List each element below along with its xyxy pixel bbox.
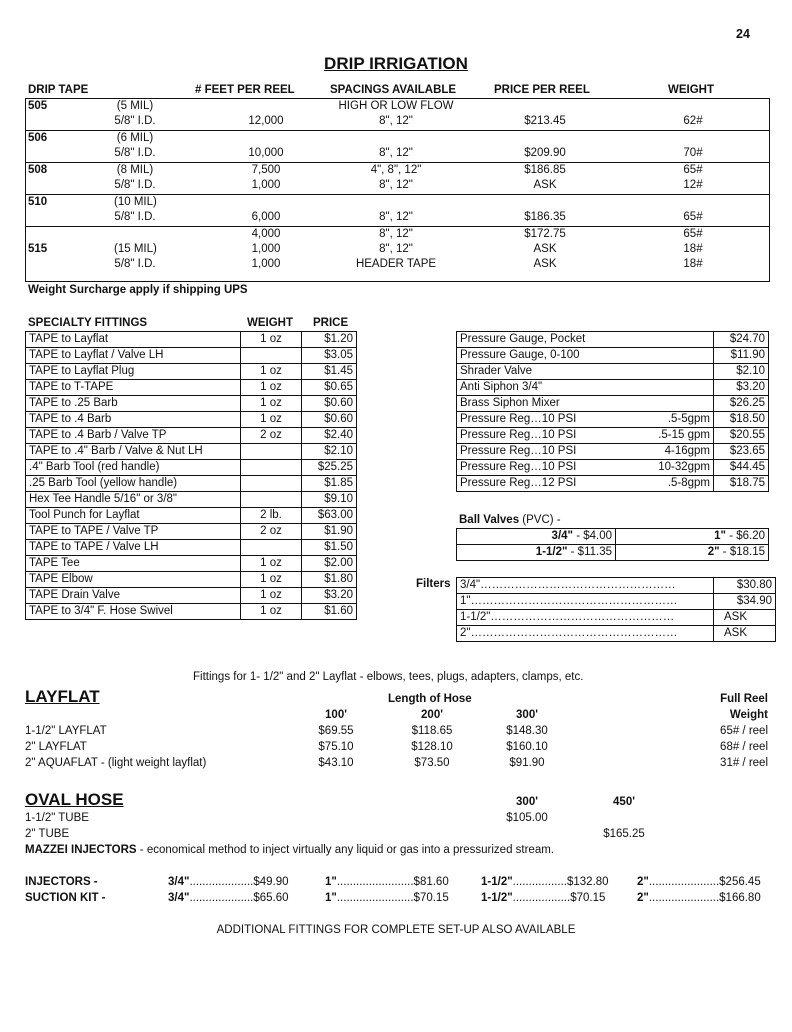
fitting-weight [241,492,302,508]
ball-valves-label [459,514,561,526]
filter-size: 2"……………………………………………… [457,626,714,642]
gauge-name: Pressure Reg…10 PSI [460,445,577,457]
fitting-price: $1.20 [302,332,357,348]
mazzei-line [25,844,554,856]
col-100: 100' [325,709,347,721]
layflat-price: $43.10 [318,757,354,769]
drip-tape-feet: 6,000 [251,211,281,223]
gauge-price: $26.25 [714,396,769,412]
gauge-flow: .5-8gpm [667,477,710,489]
fitting-weight [241,348,302,364]
drip-tape-spacing: 8", 12" [379,179,413,191]
gauge-name: Shrader Valve [460,365,533,377]
injector-price: $81.60 [413,876,449,888]
injector-price: $70.15 [413,892,449,904]
injector-item [168,892,289,904]
drip-tape-id: 5/8" I.D. [114,211,156,223]
injector-leader: .................... [189,892,254,904]
ball-valves-suffix: (PVC) - [519,514,561,526]
ball-valves-title: Ball Valves [459,514,520,526]
fitting-weight [241,540,302,556]
specialty-fittings-table [25,331,357,620]
gauge-name: Pressure Gauge, 0-100 [460,349,580,361]
gauge-name: Brass Siphon Mixer [460,397,560,409]
fitting-row [26,540,357,556]
injector-price: $166.80 [719,892,761,904]
fitting-row [26,412,357,428]
drip-tape-spacing: 8", 12" [379,147,413,159]
filters-table [456,577,776,642]
gauge-row [457,348,769,364]
ball-valve-cell [616,529,769,545]
drip-tape-code: 508 [28,164,48,176]
drip-tape-mil: (15 MIL) [114,243,157,255]
injector-leader: .................. [512,892,571,904]
injector-price: $70.15 [570,892,606,904]
ball-valve-row [457,545,769,561]
injector-leader: .................... [189,876,254,888]
layflat-price: $91.90 [509,757,545,769]
gauge-name: Pressure Gauge, Pocket [460,333,586,345]
header-specialty-fittings: SPECIALTY FITTINGS [28,317,148,329]
drip-tape-mil: (10 MIL) [114,196,157,208]
injector-price: $49.90 [253,876,289,888]
fitting-weight [241,460,302,476]
drip-tape-weight: 62# [683,115,703,127]
drip-tape-price: ASK [533,258,557,270]
gauge-row [457,396,769,412]
gauge-row [457,380,769,396]
page-title: DRIP IRRIGATION [324,54,468,73]
oval-hose-title: OVAL HOSE [25,790,124,809]
drip-tape-row [26,227,769,281]
fitting-row [26,556,357,572]
injector-leader: ........................ [336,892,414,904]
gauge-row [457,364,769,380]
fitting-price: $2.10 [302,444,357,460]
drip-tape-id: 5/8" I.D. [114,147,156,159]
mazzei-label: MAZZEI INJECTORS [25,844,137,856]
drip-tape-feet: 1,000 [251,179,281,191]
injector-size: 2" [637,876,649,888]
gauge-price: $23.65 [714,444,769,460]
fitting-price: $2.40 [302,428,357,444]
filters-label: Filters [416,578,451,590]
fitting-price: $1.85 [302,476,357,492]
fitting-weight [241,444,302,460]
col-200: 200' [421,709,443,721]
filter-price: ASK [714,626,776,642]
layflat-price: $69.55 [318,725,354,737]
fitting-weight: 1 oz [241,572,302,588]
fitting-name: TAPE Tee [26,556,241,572]
gauge-name: Pressure Reg…10 PSI [460,461,577,473]
fitting-weight: 1 oz [241,396,302,412]
drip-tape-weight: 70# [683,147,703,159]
header-price-per-reel: PRICE PER REEL [494,84,590,96]
fitting-price: $3.05 [302,348,357,364]
fitting-name: .25 Barb Tool (yellow handle) [26,476,241,492]
filter-size: 3/4"…………………………………………… [457,578,714,594]
layflat-price: $73.50 [414,757,450,769]
filter-row [457,610,776,626]
filter-size: 1"……………………………………………… [457,594,714,610]
gauge-price: $3.20 [714,380,769,396]
fitting-weight: 1 oz [241,380,302,396]
fitting-price: $25.25 [302,460,357,476]
ball-valve-price: - $11.35 [567,546,612,558]
injector-leader: ...................... [648,892,720,904]
gauge-flow: .5-15 gpm [658,429,710,441]
fitting-name: TAPE to .4" Barb / Valve & Nut LH [26,444,241,460]
fitting-name: Hex Tee Handle 5/16" or 3/8" [26,492,241,508]
drip-tape-feet: 7,500 [251,164,281,176]
drip-tape-price: $213.45 [524,115,566,127]
filter-price: $34.90 [714,594,776,610]
oval-price-300: $105.00 [506,812,548,824]
gauge-name: Pressure Reg…10 PSI [460,429,577,441]
layflat-price: $75.10 [318,741,354,753]
layflat-item: 1-1/2" LAYFLAT [25,725,107,737]
fitting-row [26,364,357,380]
footer-note: ADDITIONAL FITTINGS FOR COMPLETE SET-UP ALSO AVAILABLE [216,924,576,936]
fitting-row [26,604,357,620]
gauge-price: $18.75 [714,476,769,492]
header-spacings: SPACINGS AVAILABLE [330,84,457,96]
drip-tape-code: 506 [28,132,48,144]
injector-price: $256.45 [719,876,761,888]
gauge-name-cell [457,412,714,428]
injector-size: 1-1/2" [481,876,513,888]
filter-size: 1-1/2"………………………………………… [457,610,714,626]
injector-size: 1" [325,892,337,904]
ball-valve-size: 3/4" [551,530,573,542]
injector-leader: ...................... [648,876,720,888]
drip-tape-weight: 18# [683,258,703,270]
ball-valve-cell [457,529,616,545]
drip-tape-price: $209.90 [524,147,566,159]
drip-tape-table [25,98,770,282]
gauge-price: $18.50 [714,412,769,428]
drip-tape-spacing: 8", 12" [379,228,413,240]
drip-tape-weight: 12# [683,179,703,191]
header-fitting-weight: WEIGHT [247,317,293,329]
fitting-name: TAPE to T-TAPE [26,380,241,396]
layflat-fittings-note: Fittings for 1- 1/2" and 2" Layflat - elbows, tees, plugs, adapters, clamps, etc. [193,671,584,683]
gauge-name: Pressure Reg…10 PSI [460,413,577,425]
fitting-price: $1.90 [302,524,357,540]
drip-tape-feet: 12,000 [248,115,284,127]
injector-price: $132.80 [567,876,609,888]
layflat-title: LAYFLAT [25,687,100,706]
fitting-price: $0.60 [302,396,357,412]
fitting-name: TAPE to Layflat [26,332,241,348]
drip-tape-code: 510 [28,196,48,208]
layflat-item: 2" LAYFLAT [25,741,87,753]
fitting-weight: 1 oz [241,604,302,620]
length-of-hose-header: Length of Hose [388,693,472,705]
ball-valve-cell [457,545,616,561]
filter-row [457,594,776,610]
oval-price-450: $165.25 [603,828,645,840]
gauge-row [457,412,769,428]
injector-size: 3/4" [168,876,190,888]
layflat-price: $160.10 [506,741,548,753]
drip-tape-price: $186.35 [524,211,566,223]
fitting-row [26,476,357,492]
col-300: 300' [516,709,538,721]
drip-tape-price: $172.75 [524,228,566,240]
header-weight: WEIGHT [668,84,714,96]
filter-row [457,578,776,594]
oval-col-450: 450' [613,796,635,808]
fitting-weight: 2 oz [241,428,302,444]
fitting-price: $1.80 [302,572,357,588]
gauge-name-cell [457,428,714,444]
layflat-price: $118.65 [411,725,453,737]
drip-tape-feet: 1,000 [251,258,281,270]
gauges-table [456,331,769,492]
fitting-name: TAPE to .4 Barb [26,412,241,428]
fitting-row [26,508,357,524]
header-drip-tape: DRIP TAPE [28,84,89,96]
drip-tape-spacing: 8", 12" [379,115,413,127]
injector-size: 1" [325,876,337,888]
drip-tape-row [26,195,769,227]
fitting-price: $1.50 [302,540,357,556]
drip-tape-spacing: 8", 12" [379,211,413,223]
filter-row [457,626,776,642]
injector-label: SUCTION KIT - [25,892,106,904]
injector-size: 3/4" [168,892,190,904]
gauge-flow: 4-16gpm [664,445,710,457]
layflat-item: 2" AQUAFLAT - (light weight layflat) [25,757,207,769]
fitting-row [26,588,357,604]
injector-size: 2" [637,892,649,904]
layflat-weight: 68# / reel [720,741,768,753]
layflat-weight: 31# / reel [720,757,768,769]
gauge-row [457,444,769,460]
gauge-price: $2.10 [714,364,769,380]
oval-col-300: 300' [516,796,538,808]
fitting-row [26,380,357,396]
drip-tape-weight: 65# [683,228,703,240]
fitting-name: TAPE to TAPE / Valve TP [26,524,241,540]
fitting-price: $9.10 [302,492,357,508]
fitting-weight: 1 oz [241,332,302,348]
drip-tape-price: $186.85 [524,164,566,176]
drip-tape-feet: 4,000 [251,228,281,240]
gauge-name-cell [457,476,714,492]
drip-tape-spacing: HEADER TAPE [355,258,437,270]
gauge-name-cell [457,396,714,412]
gauge-name-cell [457,380,714,396]
fitting-row [26,348,357,364]
header-feet-per-reel: # FEET PER REEL [195,84,295,96]
fitting-price: $1.45 [302,364,357,380]
gauge-price: $20.55 [714,428,769,444]
fitting-name: TAPE to 3/4" F. Hose Swivel [26,604,241,620]
drip-tape-id: 5/8" I.D. [114,258,156,270]
gauge-price: $24.70 [714,332,769,348]
injector-price: $65.60 [253,892,289,904]
injector-label: INJECTORS - [25,876,98,888]
layflat-weight: 65# / reel [720,725,768,737]
gauge-flow: .5-5gpm [667,413,710,425]
drip-tape-weight: 18# [683,243,703,255]
fitting-price: $1.60 [302,604,357,620]
fitting-name: .4" Barb Tool (red handle) [26,460,241,476]
fitting-row [26,492,357,508]
drip-tape-weight: 65# [683,211,703,223]
drip-tape-code: 505 [28,100,48,112]
drip-tape-feet: 10,000 [248,147,284,159]
injector-leader: ........................ [336,876,414,888]
drip-tape-code: 515 [28,243,48,255]
fitting-weight: 1 oz [241,556,302,572]
fitting-weight [241,476,302,492]
drip-tape-row [26,163,769,195]
surcharge-note: Weight Surcharge apply if shipping UPS [28,284,248,296]
drip-tape-mil: (8 MIL) [116,164,154,176]
full-reel-header: Full Reel [720,693,768,705]
gauge-name-cell [457,444,714,460]
injector-item [325,892,449,904]
filter-price: $30.80 [714,578,776,594]
drip-tape-spacing: 8", 12" [379,243,413,255]
gauge-name-cell [457,364,714,380]
fitting-price: $0.65 [302,380,357,396]
drip-tape-id: 5/8" I.D. [114,115,156,127]
fitting-name: TAPE Drain Valve [26,588,241,604]
drip-tape-price: ASK [533,243,557,255]
mazzei-text: - economical method to inject virtually any liquid or gas into a pressurized stream. [136,844,554,856]
injector-item [481,892,605,904]
ball-valve-price: - $6.20 [726,530,765,542]
drip-tape-weight: 65# [683,164,703,176]
drip-tape-row [26,131,769,163]
fitting-price: $63.00 [302,508,357,524]
gauge-name: Anti Siphon 3/4" [460,381,543,393]
filter-price: ASK [714,610,776,626]
fitting-row [26,460,357,476]
fitting-weight: 1 oz [241,412,302,428]
drip-tape-row [26,99,769,131]
injector-item [637,892,761,904]
fitting-weight: 2 lb. [241,508,302,524]
gauge-row [457,476,769,492]
fitting-name: TAPE to .25 Barb [26,396,241,412]
fitting-name: TAPE to TAPE / Valve LH [26,540,241,556]
fitting-price: $0.60 [302,412,357,428]
fitting-row [26,572,357,588]
ball-valve-size: 2" [707,546,720,558]
injector-size: 1-1/2" [481,892,513,904]
gauge-name-cell [457,460,714,476]
drip-tape-price: ASK [533,179,557,191]
gauge-name-cell [457,332,714,348]
page-number: 24 [736,27,750,41]
drip-tape-spacing: HIGH OR LOW FLOW [338,100,454,112]
gauge-row [457,332,769,348]
fitting-weight: 1 oz [241,588,302,604]
ball-valve-row [457,529,769,545]
ball-valve-price: - $18.15 [719,546,765,558]
injector-item [168,876,289,888]
oval-item: 1-1/2" TUBE [25,812,89,824]
weight-header: Weight [729,709,768,721]
fitting-row [26,524,357,540]
fitting-weight: 1 oz [241,364,302,380]
ball-valve-price: - $4.00 [573,530,612,542]
gauge-row [457,460,769,476]
oval-item: 2" TUBE [25,828,70,840]
injector-item [637,876,761,888]
layflat-price: $128.10 [411,741,453,753]
fitting-row [26,444,357,460]
fitting-name: Tool Punch for Layflat [26,508,241,524]
fitting-weight: 2 oz [241,524,302,540]
fitting-name: TAPE to Layflat Plug [26,364,241,380]
drip-tape-mil: (5 MIL) [116,100,154,112]
gauge-name: Pressure Reg…12 PSI [460,477,577,489]
injector-item [325,876,449,888]
drip-tape-mil: (6 MIL) [116,132,154,144]
layflat-price: $148.30 [506,725,548,737]
gauge-price: $11.90 [714,348,769,364]
gauge-price: $44.45 [714,460,769,476]
injector-item [481,876,609,888]
ball-valve-cell [616,545,769,561]
drip-tape-spacing: 4", 8", 12" [370,164,422,176]
ball-valve-size: 1" [714,530,726,542]
fitting-name: TAPE to Layflat / Valve LH [26,348,241,364]
injector-leader: ................. [512,876,567,888]
gauge-name-cell [457,348,714,364]
fitting-name: TAPE Elbow [26,572,241,588]
ball-valves-table [456,528,769,561]
ball-valve-size: 1-1/2" [535,546,568,558]
drip-tape-feet: 1,000 [251,243,281,255]
fitting-row [26,396,357,412]
header-fitting-price: PRICE [313,317,349,329]
gauge-flow: 10-32gpm [658,461,710,473]
fitting-price: $2.00 [302,556,357,572]
fitting-row [26,332,357,348]
fitting-row [26,428,357,444]
gauge-row [457,428,769,444]
drip-tape-id: 5/8" I.D. [114,179,156,191]
fitting-name: TAPE to .4 Barb / Valve TP [26,428,241,444]
fitting-price: $3.20 [302,588,357,604]
